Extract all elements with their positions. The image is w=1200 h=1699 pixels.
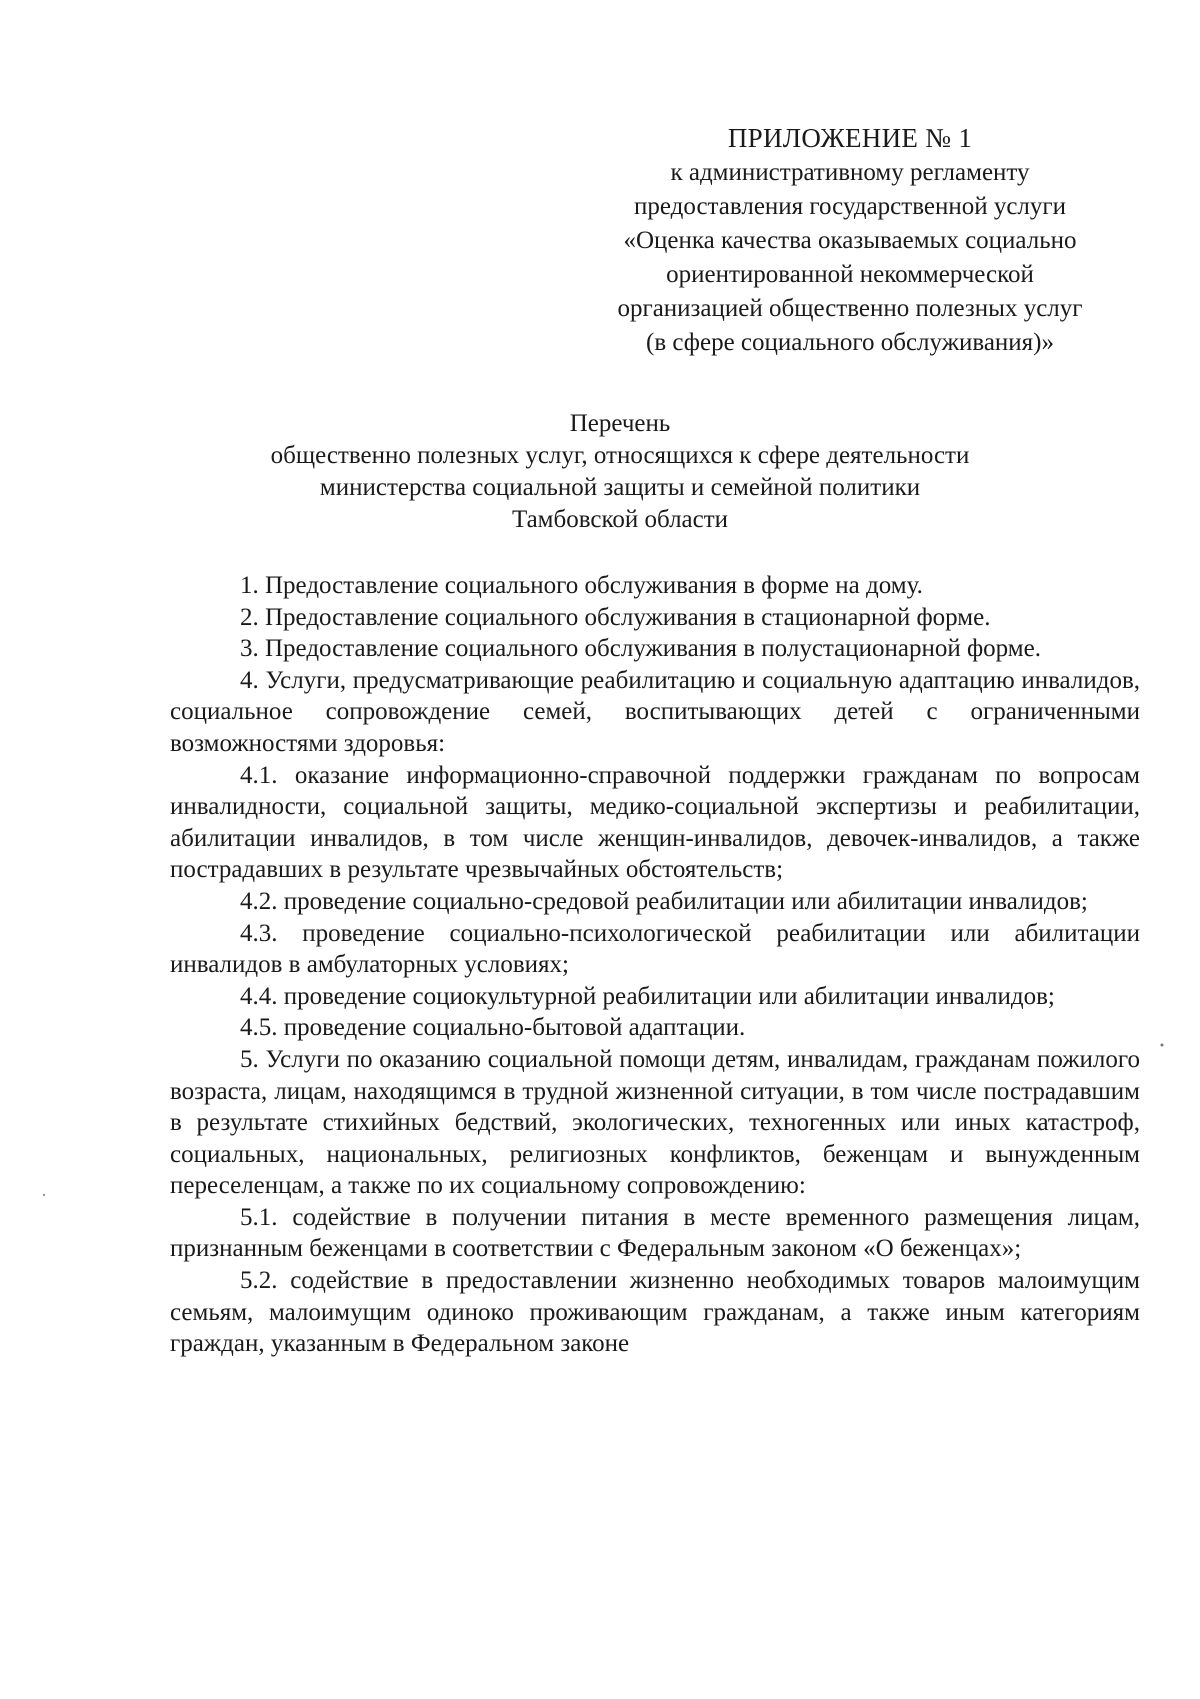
- appendix-line: (в сфере социального обслуживания)»: [646, 329, 1054, 356]
- list-subitem: 4.1. оказание информационно-справочной поддержки гражданам по вопросам инвалидности, социальной защиты, медико-социальной экспертизы и реабилитации, абилитации инвалидов, в том числе женщин-инвалидов, девочек-инвалидов, а также пострадавших в результате чрезвычайных обстоятельств;: [170, 761, 1140, 884]
- services-list: [170, 570, 1140, 1360]
- appendix-line: организацией общественно полезных услуг: [617, 295, 1083, 322]
- list-subitem: 4.3. проведение социально-психологической реабилитации или абилитации инвалидов в амбулаторных условиях;: [170, 919, 1140, 979]
- list-item: 5. Услуги по оказанию социальной помощи детям, инвалидам, гражданам пожилого возраста, лицам, находящимся в трудной жизненной ситуации, в том числе пострадавшим в результате стихийных бедствий, экологических, техногенных или иных катастроф, социальных, национальных, религиозных конфликтов, беженцам и вынужденным переселенцам, а также по их социальному сопровождению:: [170, 1045, 1140, 1200]
- appendix-line: к административному регламенту: [670, 159, 1030, 186]
- list-item: 1. Предоставление социального обслуживания в форме на дому.: [240, 572, 923, 599]
- appendix-line: ориентированной некоммерческой: [666, 261, 1034, 288]
- list-subitem: 4.5. проведение социально-бытовой адаптации.: [240, 1014, 746, 1042]
- list-subitem: 4.2. проведение социально-средовой реабилитации или абилитации инвалидов;: [240, 887, 1088, 915]
- list-title-line: министерства социальной защиты и семейной политики: [319, 474, 921, 501]
- appendix-title: ПРИЛОЖЕНИЕ № 1: [727, 123, 973, 153]
- appendix-line: предоставления государственной услуги: [633, 193, 1067, 220]
- list-subitem: 5.2. содействие в предоставлении жизненно необходимых товаров малоимущим семьям, малоимущим одиноко проживающим гражданам, а также иным категориям граждан, указанным в Федеральном законе: [170, 1267, 1140, 1358]
- list-title-line: общественно полезных услуг, относящихся к сфере деятельности: [270, 442, 970, 469]
- list-title: [170, 408, 1070, 536]
- appendix-line: «Оценка качества оказываемых социально: [623, 227, 1077, 254]
- list-title-line: Тамбовской области: [511, 506, 729, 533]
- list-item: 4. Услуги, предусматривающие реабилитацию и социальную адаптацию инвалидов, социальное сопровождение семей, воспитывающих детей с ограниченными возможностями здоровья:: [170, 666, 1140, 757]
- appendix-header: [600, 120, 1100, 360]
- list-subitem: 4.4. проведение социокультурной реабилитации или абилитации инвалидов;: [240, 982, 1055, 1010]
- list-item: 3. Предоставление социального обслуживания в полустационарной форме.: [240, 635, 1041, 663]
- list-heading: Перечень: [569, 410, 671, 437]
- list-item: 2. Предоставление социального обслуживания в стационарной форме.: [240, 603, 991, 631]
- list-subitem: 5.1. содействие в получении питания в месте временного размещения лицам, признанным беженцами в соответствии с Федеральным законом «О беженцах»;: [170, 1203, 1140, 1263]
